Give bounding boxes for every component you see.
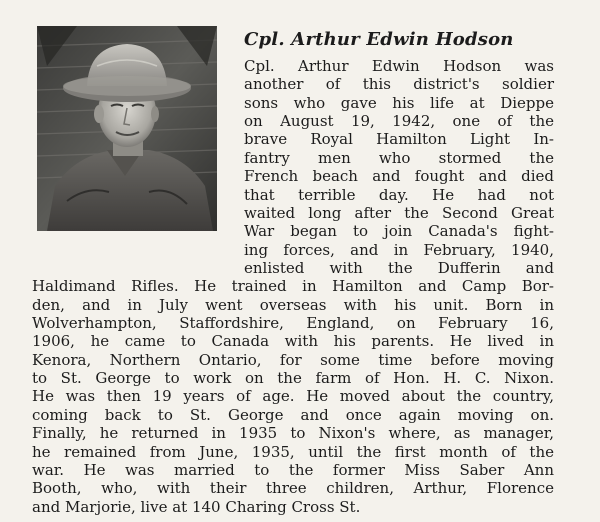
article-body-line: coming back to St. George and once again moving on.	[32, 405, 554, 424]
article-body-line: Wolverhampton, Staffordshire, England, on February 16,	[32, 314, 554, 333]
article-body-line: Finally, he returned in 1935 to Nixon's where, as manager,	[32, 424, 554, 443]
article-body-line: waited long after the Second Great	[244, 203, 554, 222]
article-body-line: enlisted with the Dufferin and	[244, 258, 554, 277]
article-body-line: ing forces, and in February, 1940,	[244, 240, 554, 259]
article-body-line: on August 19, 1942, one of the	[244, 112, 554, 131]
soldier-portrait-icon	[37, 26, 217, 231]
article-body-line: Cpl. Arthur Edwin Hodson was	[244, 57, 554, 75]
article-body-line: Booth, who, with their three children, Arthur, Florence	[32, 479, 554, 498]
article-body-line: He was then 19 years of age. He moved about the country,	[32, 387, 554, 406]
article-body-line: brave Royal Hamilton Light In-	[244, 130, 554, 149]
article-body-line: Haldimand Rifles. He trained in Hamilton and Camp Bor-	[32, 277, 554, 296]
article-body-line: den, and in July went overseas with his unit. Born in	[32, 295, 554, 314]
article-body-line: Kenora, Northern Ontario, for some time before moving	[32, 350, 554, 369]
article-body-line: War began to join Canada's fight-	[244, 222, 554, 241]
article-body-line: and Marjorie, live at 140 Charing Cross St.	[32, 497, 361, 516]
article-body-line: to St. George to work on the farm of Hon. H. C. Nixon.	[32, 369, 554, 388]
article-body-line: French beach and fought and died	[244, 167, 554, 186]
article-title: Cpl. Arthur Edwin Hodson	[244, 29, 514, 50]
article-body-line: war. He was married to the former Miss Saber Ann	[32, 460, 554, 479]
article-body-line: he remained from June, 1935, until the first month of the	[32, 442, 554, 461]
article-body-line: 1906, he came to Canada with his parents. He lived in	[32, 332, 554, 351]
portrait-photo	[37, 26, 217, 231]
article-body-line: another of this district's soldier	[244, 75, 554, 94]
article-body-line: that terrible day. He had not	[244, 185, 554, 204]
article-body-line: fantry men who stormed the	[244, 148, 554, 167]
article-body-line: sons who gave his life at Dieppe	[244, 93, 554, 112]
